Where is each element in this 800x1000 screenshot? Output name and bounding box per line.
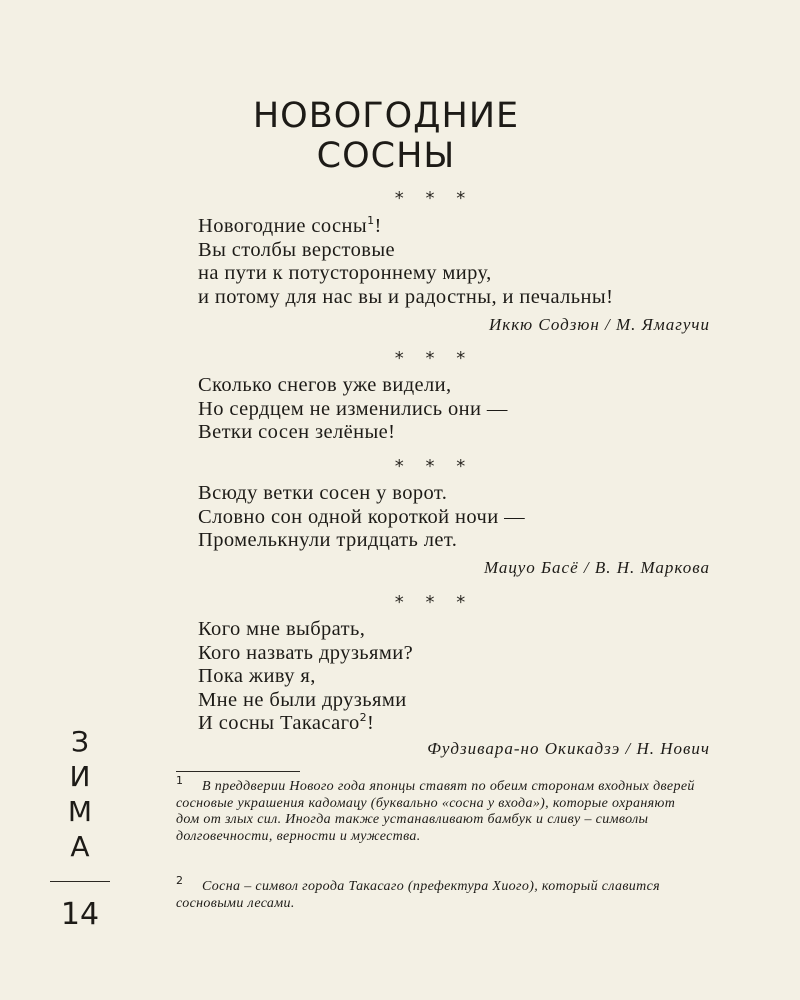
poem-3 [198, 482, 738, 553]
footnote-number: 2 [176, 874, 184, 887]
poem-line: Всюду ветки сосен у ворот. [198, 482, 448, 504]
footnote-text: Сосна – символ города Такасаго (префектура Хиого), который славится сосновыми лесами. [176, 879, 661, 911]
footnote-number: 1 [176, 774, 184, 787]
page-number: 14 [60, 897, 100, 932]
footnote-2 [176, 874, 696, 912]
footnote-mark: 2 [359, 711, 368, 724]
poem-line: на пути к потустороннему миру, [198, 262, 492, 284]
poem-line: Кого мне выбрать, [198, 618, 366, 640]
poem-line: Мне не были друзьями [198, 688, 407, 711]
poem-line: Вы столбы верстовые [198, 238, 395, 261]
footnote-text: В преддверии Нового года японцы ставят по обеим сторонам входных дверей сосновые украшения кадомацу (буквально «сосна у входа»), которые охраняют дом от злых сил. Иногда также устанавливают бамбук и сливу – символы долговечности, верности и мужества. [176, 779, 695, 844]
stanza-separator: * * * [394, 188, 474, 209]
poem-line: Новогодние сосны$^1$! [198, 214, 382, 237]
poem-line: Но сердцем не изменились они — [198, 397, 508, 420]
footnote-divider [176, 771, 300, 772]
poem-4 [198, 618, 738, 736]
page-title [200, 96, 572, 176]
poem-line: Кого назвать друзьями? [198, 641, 414, 664]
footnote-1 [176, 774, 696, 845]
title-line-2: СОСНЫ [316, 136, 456, 176]
section-letter: И [69, 760, 91, 793]
stanza-separator: * * * [394, 348, 474, 369]
poem-author: Мацуо Басё / В. Н. Маркова [484, 558, 710, 577]
poem-line: Сколько снегов уже видели, [198, 374, 452, 396]
poem-author: Фудзивара-но Окикадзэ / Н. Нович [427, 739, 710, 758]
poem-line: Пока живу я, [198, 665, 316, 687]
poem-line: И сосны Такасаго$^2$! [198, 711, 375, 734]
section-letter: З [71, 725, 89, 758]
stanza-separator: * * * [394, 456, 474, 477]
title-line-1: НОВОГОДНИЕ [252, 96, 520, 136]
poem-2 [198, 374, 738, 445]
section-letter: А [70, 830, 90, 863]
poem-author: Иккю Содзюн / М. Ямагучи [489, 315, 710, 334]
poem-line: Ветки сосен зелёные! [198, 421, 396, 443]
poem-line: Промелькнули тридцать лет. [198, 529, 458, 551]
section-letter: М [67, 795, 93, 828]
footnote-mark: 1 [367, 214, 375, 227]
section-divider [50, 881, 110, 882]
section-label [50, 724, 110, 864]
stanza-separator: * * * [394, 592, 474, 613]
poem-1 [198, 215, 738, 309]
poem-line: Словно сон одной короткой ночи — [198, 505, 526, 528]
poem-line: и потому для нас вы и радостны, и печальны! [198, 285, 614, 308]
